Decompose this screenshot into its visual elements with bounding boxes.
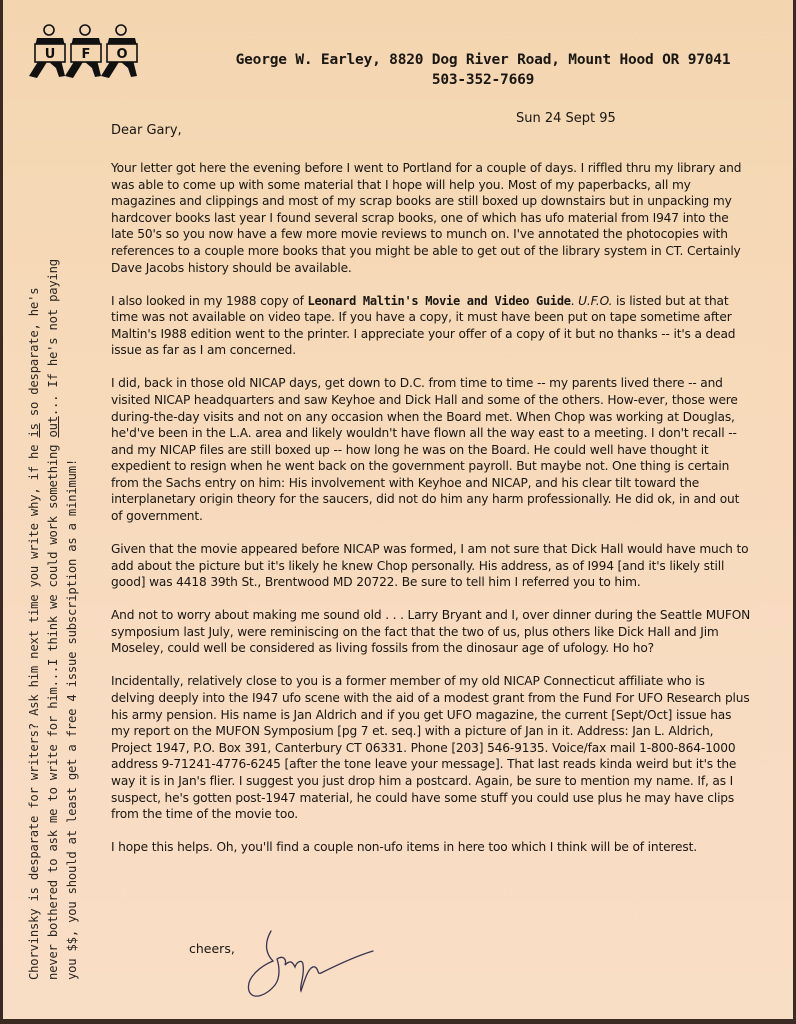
paragraph-3: I did, back in those old NICAP days, get down to D.C. from time to time -- my parents lived there -- and visited NICAP headquarters and saw Keyhoe and Dick Hall and some of the others. How-ever, those were during-the-day visits and not on any occasion when the Board met. When Chop was working at Douglas, he'd've been in the L.A. area and likely wouldn't have flown all the way east to a meeting. I don't recall -- and my NICAP files are still boxed up -- how long he was on the Board. He could well have thought it expedient to resign when he went back on the government payroll. But maybe not. One thing is certain from the Sachs entry on him: His involvement with Keyhoe and NICAP, and his clear tilt toward the interplanetary origin theory for the saucers, did not do him any harm professionally. He did ok, in and out of government.	[111, 376, 740, 524]
paragraph-5: And not to worry about making me sound old . . . Larry Bryant and I, over dinner during the Seattle MUFON symposium last July, were reminiscing on the fact that the two of us, plus others like Dick Hall and Jim Moseley, could well be considered as living fossils from the dinosaur age of ufology. Ho ho?	[111, 608, 751, 656]
sender-address: George W. Earley, 8820 Dog River Road, Mount Hood OR 97041	[235, 52, 731, 68]
paragraph-1: Your letter got here the evening before I went to Portland for a couple of days. I riffled thru my library and was able to come up with some material that I hope will help you. Most of my paperbacks, all my magazines and clippings and most of my scrap books are still boxed up downstairs but in unpacking my hardcover books last year I found several scrap books, one of which has ufo material from I947 into the late 50's so you now have a few more movie reviews to munch on. I've annotated the photocopies with references to a couple more books that you might be able to get out of the library system in CT. Certainly Dave Jacobs history should be available.	[111, 161, 742, 275]
margin-text-underlined: out	[46, 416, 60, 438]
margin-text-underlined: is	[27, 423, 41, 438]
paragraph-4: Given that the movie appeared before NICAP was formed, I am not sure that Dick Hall would have much to add about the picture but it's likely he knew Chop personally. His address, as of I994 [and it's likely still good] was 4418 39th St., Brentwood MD 20722. Be sure to tell him I referred you to him.	[111, 542, 749, 590]
margin-text: so desparate, he's	[27, 287, 41, 424]
closing: cheers,	[189, 941, 235, 956]
margin-text: ... If he's not paying	[46, 259, 60, 417]
margin-text: Chorvinsky is desparate for writers? Ask him next time you write why, if he	[27, 437, 41, 980]
paragraph-2	[111, 293, 751, 359]
svg-text:F: F	[81, 47, 91, 62]
svg-text:U: U	[44, 47, 56, 62]
salutation: Dear Gary,	[111, 123, 182, 138]
letterhead	[193, 50, 773, 90]
paragraph-2-text: is listed but at that time was not available on video tape. If you have a copy, it must have been put on tape sometime after Maltin's I988 edition went to the printer. I appreciate your offer of a copy of it but no thanks -- it's a dead issue as far as I am concerned.	[111, 293, 736, 358]
margin-text: never bothered to ask me to write for him...I think we could work something	[46, 437, 60, 980]
signature-icon	[233, 925, 383, 1005]
svg-text:O: O	[116, 47, 128, 62]
letter-date: Sun 24 Sept 95	[516, 111, 616, 126]
paragraph-2-text: I also looked in my 1988 copy of	[111, 293, 308, 308]
letter-body	[111, 160, 751, 872]
sender-phone: 503-352-7669	[431, 72, 535, 88]
paragraph-6: Incidentally, relatively close to you is a former member of my old NICAP Connecticut affiliate who is delving deeply into the I947 ufo scene with the aid of a modest grant from the Fund For UFO Research plus his army pension. His name is Jan Aldrich and if you get UFO magazine, the current [Sept/Oct] issue has my report on the MUFON Symposium [pg 7 et. seq.] with a picture of Jan in it. Address: Jan L. Aldrich, Project 1947, P.O. Box 391, Canterbury CT 06331. Phone [203] 546-9135. Voice/fax mail 1-800-864-1000 address 9-71241-4776-6245 [after the tone leave your message]. That last reads kinda weird but it's the way it is in Jan's flier. I suggest you just drop him a postcard. Again, be sure to mention my name. If, as I suspect, he's gotten post-1947 material, he could have some stuff you could use plus he may have clips from the time of the movie too.	[111, 674, 750, 822]
ufo-logo-icon	[27, 22, 147, 82]
margin-note-line-2	[44, 150, 63, 980]
paragraph-7: I hope this helps. Oh, you'll find a couple non-ufo items in here too which I think will be of interest.	[111, 840, 697, 855]
letter-page	[3, 0, 793, 1019]
margin-note-line-3: you $$, you should at least get a free 4 issue subscription as a minimum!	[65, 458, 79, 980]
margin-note-line-1	[25, 150, 44, 980]
paragraph-2-text: .	[570, 293, 579, 308]
book-title: Leonard Maltin's Movie and Video Guide	[307, 293, 571, 308]
margin-note	[25, 150, 82, 980]
movie-title: U.F.O.	[578, 293, 613, 308]
